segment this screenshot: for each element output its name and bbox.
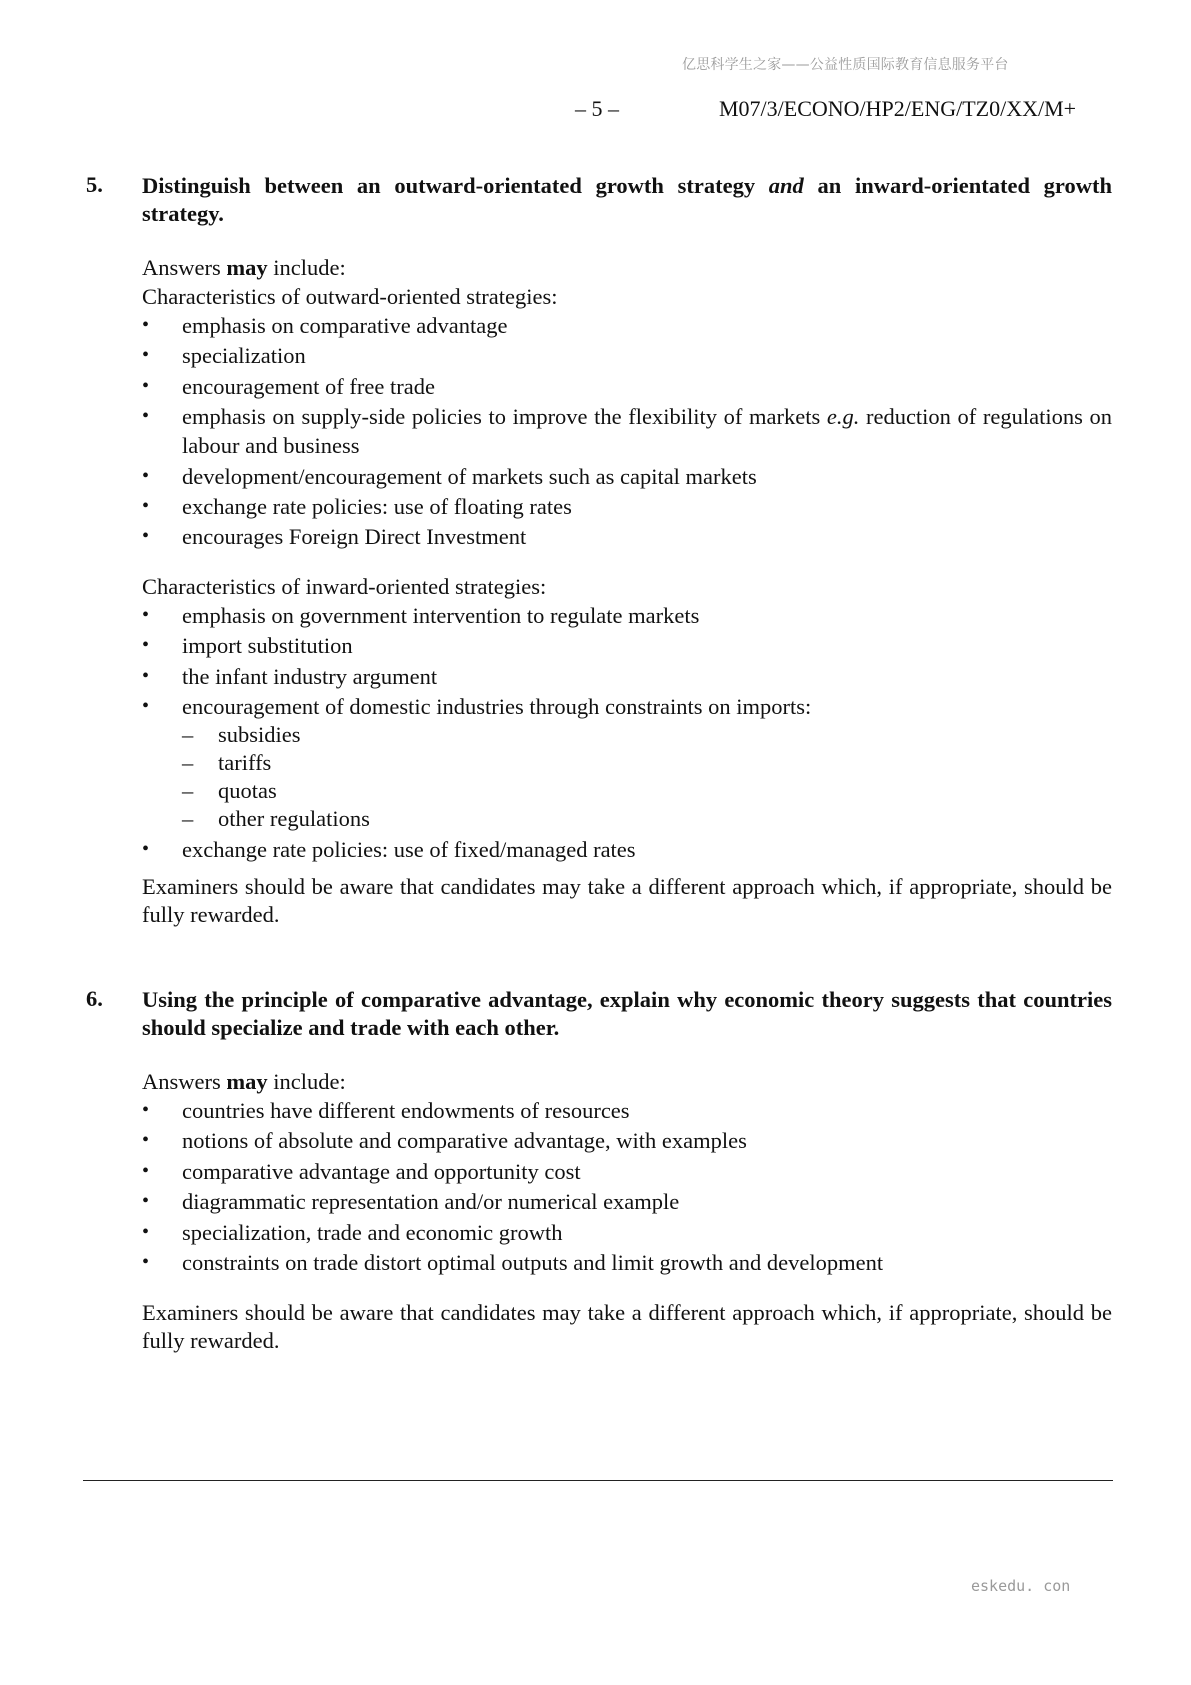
- q5-constraint-sublist: [182, 721, 1112, 833]
- list-item: • diagrammatic representation and/or numerical example: [142, 1187, 1112, 1216]
- list-item: • exchange rate policies: use of fixed/managed rates: [142, 835, 1112, 864]
- q5-examiners-note: Examiners should be aware that candidates may take a different approach which, if appropriate, should be fully rewarded.: [142, 874, 1112, 927]
- list-item: • notions of absolute and comparative advantage, with examples: [142, 1126, 1112, 1155]
- q5-answers-intro: Answers may include:: [142, 255, 346, 280]
- footer-watermark: eskedu. con: [971, 1577, 1071, 1595]
- list-item-text: encouragement of domestic industries through constraints on imports:: [182, 694, 812, 720]
- sub-list-item: – other regulations: [182, 805, 1112, 833]
- list-item: • import substitution: [142, 631, 1112, 660]
- sub-list-item: – quotas: [182, 777, 1112, 805]
- q5-inward-list: [142, 601, 1112, 865]
- list-item: • the infant industry argument: [142, 662, 1112, 691]
- question-6-text: Using the principle of comparative advantage, explain why economic theory suggests that countries should specialize and trade with each other.: [142, 987, 1112, 1040]
- list-item: • encouragement of free trade: [142, 372, 1112, 401]
- list-item: • development/encouragement of markets such as capital markets: [142, 462, 1112, 491]
- sub-list-item: – tariffs: [182, 749, 1112, 777]
- q6-answers-intro: Answers may include:: [142, 1069, 346, 1094]
- question-6-number: 6.: [86, 986, 103, 1011]
- question-5-number: 5.: [86, 172, 103, 197]
- list-item: • exchange rate policies: use of floating rates: [142, 492, 1112, 521]
- list-item: • specialization, trade and economic growth: [142, 1218, 1112, 1247]
- list-item: • emphasis on comparative advantage: [142, 311, 1112, 340]
- q6-examiners-note: Examiners should be aware that candidates may take a different approach which, if appropriate, should be fully rewarded.: [142, 1300, 1112, 1353]
- list-item: • comparative advantage and opportunity cost: [142, 1157, 1112, 1186]
- q6-answer-list: [142, 1096, 1112, 1278]
- header-watermark: 亿思科学生之家——公益性质国际教育信息服务平台: [682, 57, 1009, 73]
- list-item: • encourages Foreign Direct Investment: [142, 522, 1112, 551]
- list-item: • specialization: [142, 341, 1112, 370]
- list-item: • constraints on trade distort optimal outputs and limit growth and development: [142, 1248, 1112, 1277]
- footer-divider: [83, 1480, 1113, 1481]
- list-item: • emphasis on supply-side policies to improve the flexibility of markets e.g. reduction of regulations on labour and business: [142, 402, 1112, 460]
- q5-inward-heading: Characteristics of inward-oriented strategies:: [142, 574, 547, 599]
- page-number: – 5 –: [575, 96, 619, 121]
- list-item: • emphasis on government intervention to regulate markets: [142, 601, 1112, 630]
- sub-list-item: – subsidies: [182, 721, 1112, 749]
- document-code: M07/3/ECONO/HP2/ENG/TZ0/XX/M+: [719, 96, 1077, 121]
- list-item: • countries have different endowments of resources: [142, 1096, 1112, 1125]
- q5-outward-list: [142, 311, 1112, 553]
- question-5-text: Distinguish between an outward-orientated growth strategy and an inward-orientated growth strategy.: [142, 173, 1113, 226]
- q5-outward-heading: Characteristics of outward-oriented strategies:: [142, 284, 558, 309]
- list-item: [142, 692, 1112, 833]
